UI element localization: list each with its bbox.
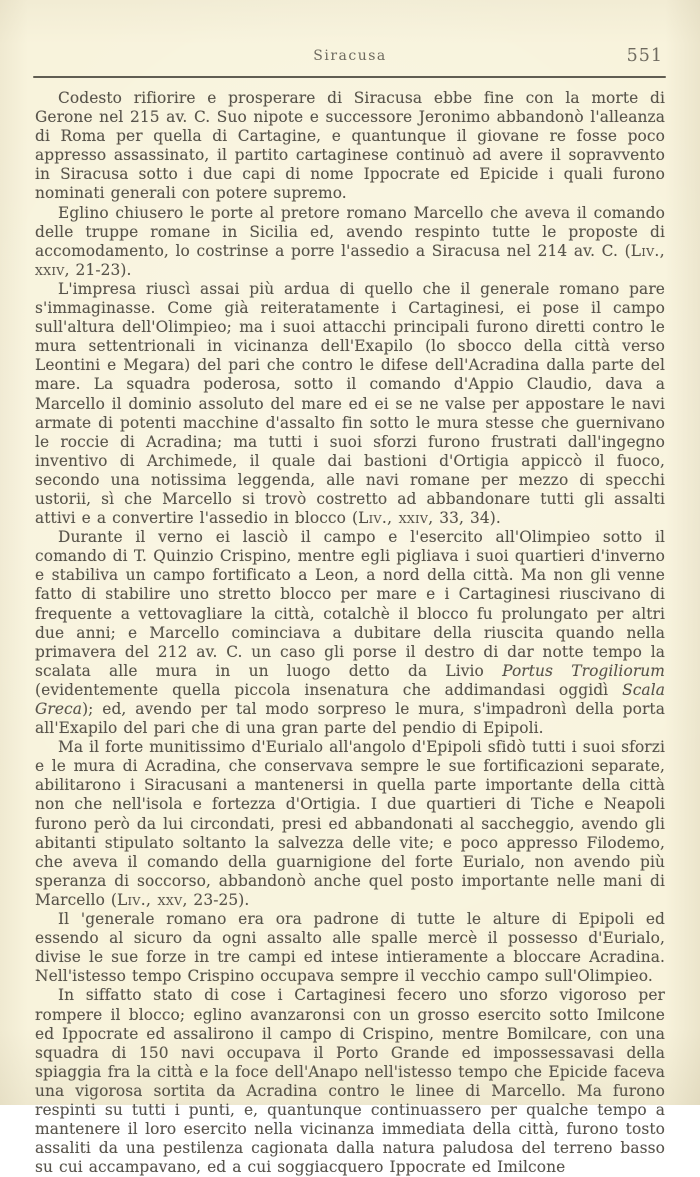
running-title: Siracusa — [313, 48, 387, 64]
text-run: (evidentemente quella piccola insenatura che addimandasi oggidì — [35, 680, 623, 699]
header-rule — [33, 76, 666, 78]
text-run: , 33, 34). — [428, 509, 501, 528]
text-run: Liv., xxv — [117, 890, 183, 909]
text-run: Scala Greca — [35, 680, 665, 718]
text-run: ); ed, avendo per tal modo sorpreso le mura, s'impadronì della porta all'Exapilo del pari che di una gran parte del pendio di Epipoli. — [35, 700, 665, 738]
text-run: Liv., xxiv — [35, 241, 665, 279]
paragraph — [35, 910, 665, 986]
paragraph — [35, 280, 665, 528]
text-run: Durante il verno ei lasciò il campo e l'esercito all'Olimpieo sotto il comando di T. Quinzio Crispino, mentre egli pigliava i suoi quartieri d'inverno e stabiliva un campo fortificato a Leon, a nord della città. Ma non gli venne fatto di stabilire uno stretto blocco per mare e i Cartaginesi riuscivano di frequente a vettovagliare la città, cotalchè il blocco fu prolungato per altri due anni; e Marcello cominciava a dubitare della riuscita quando nella primavera del 212 av. C. un caso gli porse il destro di dar notte tempo la scalata alle mura in un luogo detto da Livio — [35, 528, 665, 680]
page-header — [35, 48, 665, 70]
text-run: Ma il forte munitissimo d'Eurialo all'angolo d'Epipoli sfidò tutti i suoi sforzi e le mura di Acradina, che conservava sempre le sue fortificazioni separate, abilitarono i Siracusani a mantenersi in quella parte importante della città non che nell'isola e fortezza d'Ortigia. I due quartieri di Tiche e Neapoli furono però da lui circondati, presi ed abbandonati al saccheggio, avendo gli abitanti stipulato soltanto la salvezza delle vite; e poco appresso Filodemo, che aveva il comando della guarnigione del forte Eurialo, non avendo più speranza di soccorso, abbandonò anche quel posto importante nelle mani di Marcello ( — [35, 738, 665, 909]
paragraph — [35, 204, 665, 280]
text-run: Eglino chiusero le porte al pretore romano Marcello che aveva il comando delle truppe romane in Sicilia ed, avendo respinto tutte le proposte di accomodamento, lo costrinse a porre l'assedio a Siracusa nel 214 av. C. ( — [35, 203, 665, 260]
text-run: L'impresa riuscì assai più ardua di quello che il generale romano pare s'immaginasse. Come già reiteratamente i Cartaginesi, ei pose il campo sull'altura dell'Olimpieo; ma i suoi attacchi principali furono diretti contro le mura settentrionali in vicinanza dell'Exapilo (lo sbocco della città verso Leontini e Megara) del pari che contro le difese dell'Acradina dalla parte del mare. La squadra poderosa, sotto il comando d'Appio Claudio, dava a Marcello il dominio assoluto del mare ed ei se ne valse per appostare le navi armate di potenti macchine d'assalto fin sotto le mura stesse che guernivano le roccie di Acradina; ma tutti i suoi sforzi furono frustrati dall'ingegno inventivo di Archimede, il quale dai bastioni d'Ortigia appiccò il fuoco, secondo una notissima leggenda, alle navi romane per mezzo di specchi ustorii, sì che Marcello si trovò costretto ad abbandonare tutti gli assalti attivi e a convertire l'assedio in blocco ( — [35, 279, 665, 528]
text-run: In siffatto stato di cose i Cartaginesi fecero uno sforzo vigoroso per rompere il blocco; eglino avanzaronsi con un grosso esercito sotto Imilcone ed Ippocrate ed assalirono il campo di Crispino, mentre Bomilcare, con una squadra di 150 navi occupava il Porto Grande ed impossessavasi della spiaggia fra la città e la foce dell'Anapo nell'istesso tempo che Epicide faceva una vigorosa sortita da Acradina contro le linee di Marcello. Ma furono respinti su tutti i punti, e, quantunque continuassero per qualche tempo a mantenere il loro esercito nella vicinanza immediata della città, furono tosto assaliti da una pestilenza cagionata dalla natura paludosa del terreno basso su cui accampavano, ed a cui soggiacquero Ippocrate ed Imilcone — [35, 986, 665, 1177]
text-run: Codesto rifiorire e prosperare di Siracusa ebbe fine con la morte di Gerone nel 215 av. C. Suo nipote e successore Jeronimo abbandonò l'alleanza di Roma per quella di Cartagine, e quantunque il giovane re fosse poco appresso assassinato, il partito cartaginese continuò ad avere il sopravvento in Siracusa sotto i due capi di nome Ippocrate ed Epicide i quali furono nominati generali con potere supremo. — [35, 89, 665, 203]
text-run: Portus Trogiliorum — [502, 661, 665, 680]
paragraph — [35, 738, 665, 910]
paragraph — [35, 528, 665, 738]
paragraph — [35, 89, 665, 204]
text-run: , 21-23). — [64, 260, 132, 279]
text-run: Liv., xxiv — [358, 509, 429, 528]
page-number: 551 — [626, 46, 663, 66]
paragraph — [35, 986, 665, 1177]
text-run: Il 'generale romano era ora padrone di tutte le alture di Epipoli ed essendo al sicuro da ogni assalto alle spalle mercè il possesso d'Eurialo, divise le sue forze in tre campi ed intese intieramente a bloccare Acradina. Nell'istesso tempo Crispino occupava sempre il vecchio campo sull'Olimpieo. — [35, 910, 665, 986]
text-run: , 23-25). — [182, 890, 250, 909]
text-block — [35, 89, 665, 1177]
